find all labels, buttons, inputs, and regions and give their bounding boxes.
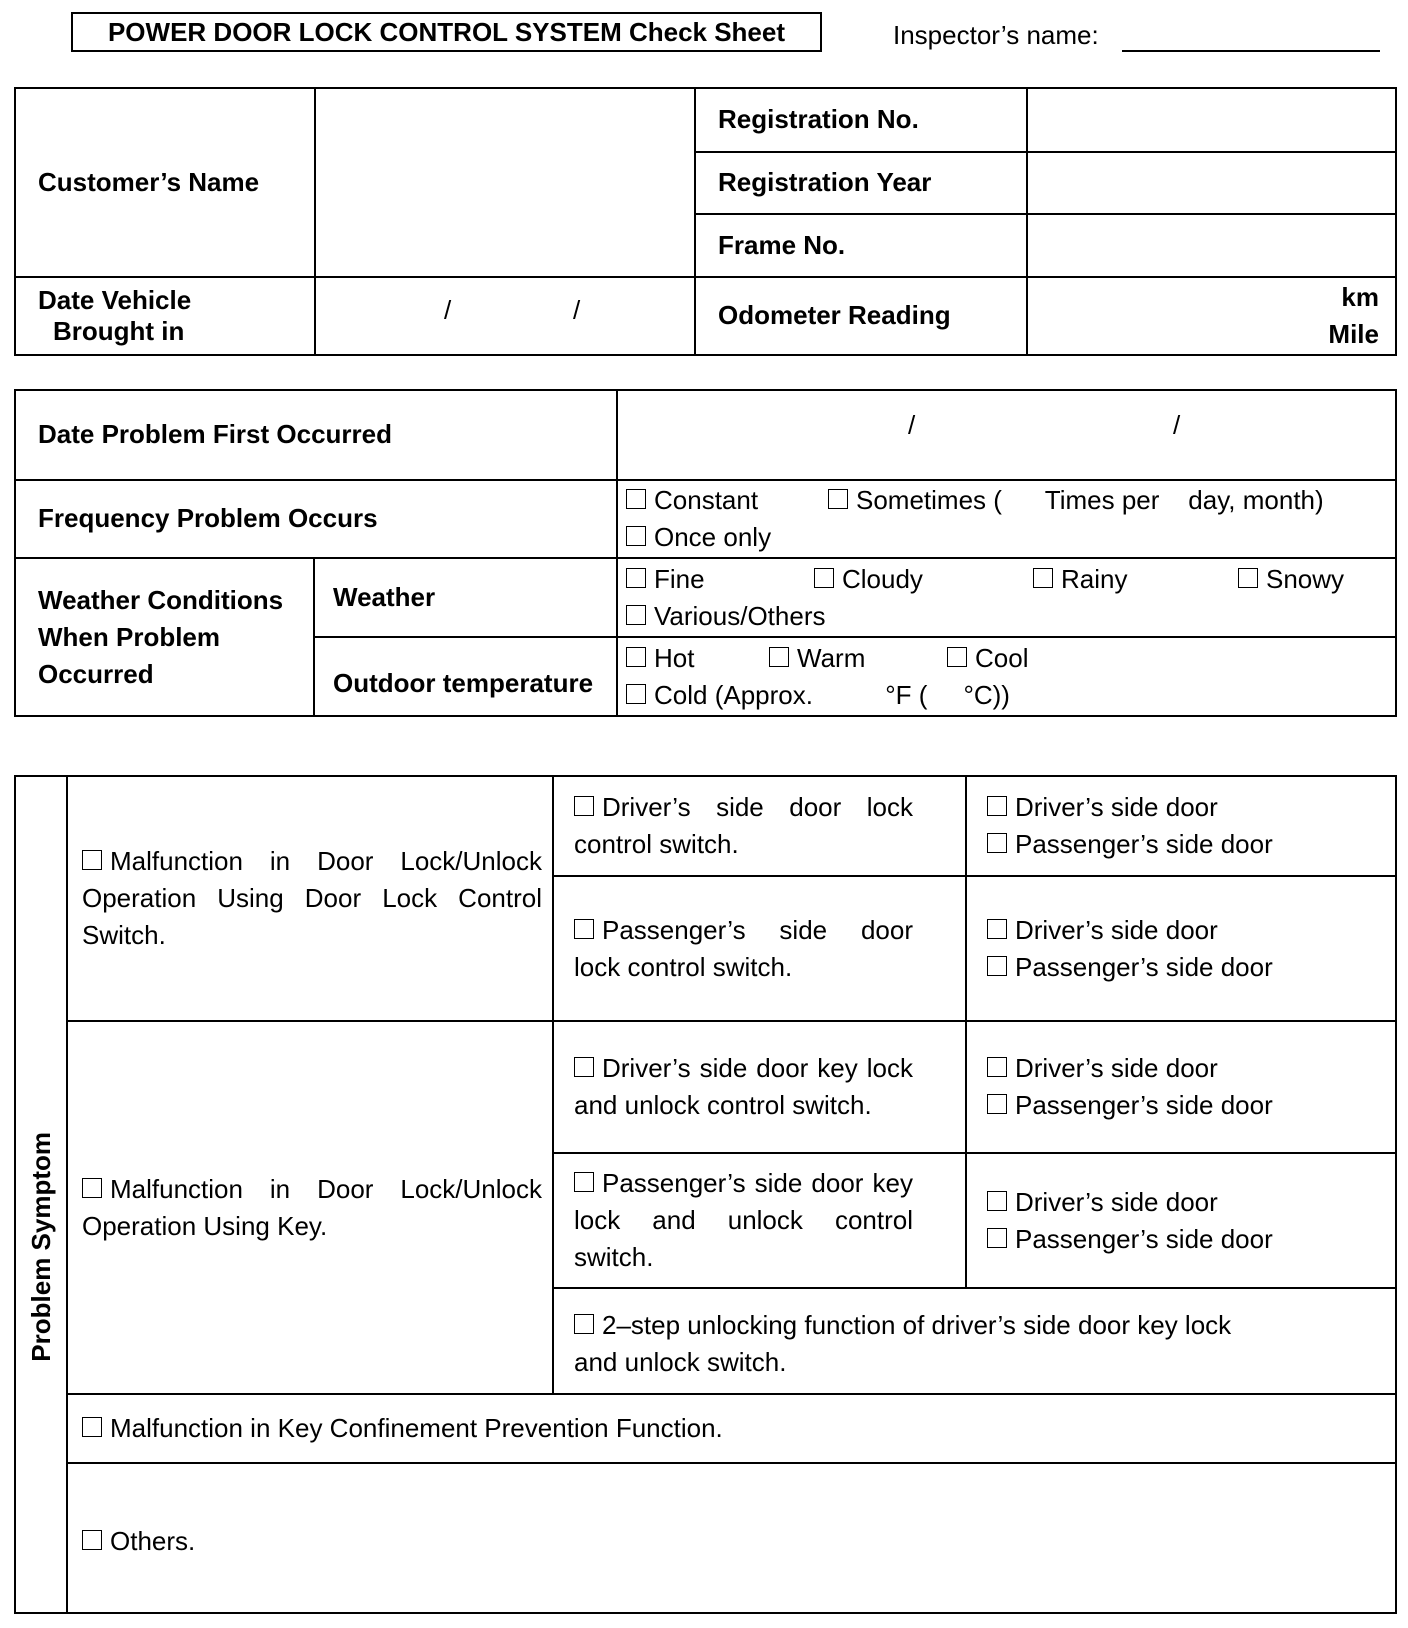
weather-options xyxy=(617,558,1396,637)
switch-malfunction-cell xyxy=(67,776,553,1021)
weather-fine-option[interactable] xyxy=(626,561,814,598)
checkbox[interactable] xyxy=(626,489,646,509)
two-step-unlock-label-line1: 2–step unlocking function of driver’s side door key lock xyxy=(602,1310,1232,1340)
registration-year-field[interactable] xyxy=(1027,152,1396,214)
weather-label: Weather xyxy=(314,558,617,637)
driver-lock-switch-cell xyxy=(553,776,966,876)
driver-door-option[interactable] xyxy=(987,1184,1385,1221)
checkbox[interactable] xyxy=(82,1417,102,1437)
passenger-lock-switch-label: Passenger’s side door lock control switch. xyxy=(574,914,913,982)
odometer-field[interactable] xyxy=(1027,277,1396,355)
option-label: Driver’s side door xyxy=(1015,792,1218,822)
weather-conditions-label-line2: When Problem xyxy=(38,621,221,652)
inspector-name-line[interactable] xyxy=(1122,50,1380,52)
checkbox[interactable] xyxy=(626,684,646,704)
weather-rainy-option[interactable] xyxy=(1033,561,1238,598)
driver-lock-switch-label: Driver’s side door lock control switch. xyxy=(574,792,913,859)
frequency-options xyxy=(617,480,1396,558)
date-separator: / xyxy=(444,295,452,325)
sheet-title: POWER DOOR LOCK CONTROL SYSTEM Check Sheet xyxy=(71,12,822,52)
option-label: Hot xyxy=(654,642,695,673)
checkbox[interactable] xyxy=(769,647,789,667)
frequency-once-option[interactable] xyxy=(626,519,771,556)
key-malfunction-label: Malfunction in Door Lock/Unlock Operation Using Key. xyxy=(82,1173,542,1241)
problem-symptom-label-cell xyxy=(15,776,67,1613)
date-brought-label-line1: Date Vehicle xyxy=(38,284,192,315)
switch-malfunction-label: Malfunction in Door Lock/Unlock Operation Using Door Lock Control Switch. xyxy=(82,846,542,950)
checkbox[interactable] xyxy=(987,1094,1007,1114)
frame-no-label: Frame No. xyxy=(695,214,1027,277)
temp-cool-option[interactable] xyxy=(947,640,1028,677)
checkbox[interactable] xyxy=(814,568,834,588)
outdoor-temperature-label: Outdoor temperature xyxy=(314,637,617,716)
driver-door-option[interactable] xyxy=(987,789,1385,826)
passenger-door-option[interactable] xyxy=(987,826,1385,863)
date-brought-label xyxy=(15,277,315,355)
checkbox[interactable] xyxy=(574,919,594,939)
weather-cloudy-option[interactable] xyxy=(814,561,1033,598)
frame-no-field[interactable] xyxy=(1027,214,1396,277)
vehicle-info-table xyxy=(14,87,1397,356)
date-separator: / xyxy=(1173,410,1181,440)
checkbox[interactable] xyxy=(626,605,646,625)
temp-warm-option[interactable] xyxy=(769,640,947,677)
checkbox[interactable] xyxy=(626,647,646,667)
problem-symptom-table xyxy=(14,775,1397,1614)
conditions-table xyxy=(14,389,1397,717)
checkbox[interactable] xyxy=(947,647,967,667)
option-label: Cloudy xyxy=(842,563,923,594)
driver-key-switch-cell xyxy=(553,1021,966,1153)
frequency-sometimes-option[interactable] xyxy=(828,482,1324,519)
door-options xyxy=(966,1153,1396,1288)
option-label: Various/Others xyxy=(654,600,826,631)
option-label: Snowy xyxy=(1266,563,1345,594)
passenger-door-option[interactable] xyxy=(987,1087,1385,1124)
two-step-unlock-cell xyxy=(553,1288,1396,1394)
registration-no-field[interactable] xyxy=(1027,88,1396,152)
temp-hot-option[interactable] xyxy=(626,640,769,677)
passenger-key-switch-cell xyxy=(553,1153,966,1288)
date-brought-field[interactable] xyxy=(315,277,695,355)
unit-mile: Mile xyxy=(1328,319,1379,349)
door-options xyxy=(966,1021,1396,1153)
checkbox[interactable] xyxy=(1238,568,1258,588)
checkbox[interactable] xyxy=(987,956,1007,976)
frequency-constant-option[interactable] xyxy=(626,482,828,519)
key-malfunction-cell xyxy=(67,1021,553,1394)
option-label: Passenger’s side door xyxy=(1015,829,1273,859)
date-separator: / xyxy=(573,295,581,325)
passenger-lock-switch-cell xyxy=(553,876,966,1021)
others-cell xyxy=(67,1463,1396,1613)
option-label: Driver’s side door xyxy=(1015,1053,1218,1083)
weather-snowy-option[interactable] xyxy=(1238,561,1344,598)
date-brought-label-line2: Brought in xyxy=(53,316,185,346)
checkbox[interactable] xyxy=(828,489,848,509)
weather-conditions-label-line3: Occurred xyxy=(38,658,154,689)
checkbox[interactable] xyxy=(987,1057,1007,1077)
checkbox[interactable] xyxy=(987,919,1007,939)
driver-key-switch-label: Driver’s side door key lock and unlock control switch. xyxy=(574,1053,913,1120)
checkbox[interactable] xyxy=(987,796,1007,816)
checkbox[interactable] xyxy=(574,796,594,816)
unit-km: km xyxy=(1341,282,1379,312)
others-label: Others. xyxy=(110,1525,196,1556)
door-options xyxy=(966,876,1396,1021)
key-confinement-label: Malfunction in Key Confinement Prevention Function. xyxy=(110,1413,723,1443)
checkbox[interactable] xyxy=(82,1530,102,1550)
option-label: Passenger’s side door xyxy=(1015,1223,1273,1254)
driver-door-option[interactable] xyxy=(987,912,1385,949)
frequency-label: Frequency Problem Occurs xyxy=(15,480,617,558)
checkbox[interactable] xyxy=(987,1191,1007,1211)
checkbox[interactable] xyxy=(82,1178,102,1198)
customer-name-label: Customer’s Name xyxy=(15,88,315,277)
passenger-key-switch-label: Passenger’s side door key lock and unlock control switch. xyxy=(574,1168,913,1272)
checkbox[interactable] xyxy=(82,850,102,870)
weather-conditions-label xyxy=(15,558,314,716)
date-first-occurred-field[interactable] xyxy=(617,390,1396,480)
checkbox[interactable] xyxy=(626,568,646,588)
option-label: Fine xyxy=(654,563,705,594)
passenger-door-option[interactable] xyxy=(987,1221,1385,1258)
customer-name-field[interactable] xyxy=(315,88,695,277)
option-label: Driver’s side door xyxy=(1015,914,1218,945)
option-label: Warm xyxy=(797,642,866,673)
driver-door-option[interactable] xyxy=(987,1050,1385,1087)
option-label: Cool xyxy=(975,642,1029,673)
option-label: Sometimes ( Times per day, month) xyxy=(856,485,1324,515)
checkbox[interactable] xyxy=(626,526,646,546)
option-label: Cold (Approx. °F ( °C)) xyxy=(654,679,1010,710)
checkbox[interactable] xyxy=(574,1172,594,1192)
registration-no-label: Registration No. xyxy=(695,88,1027,152)
option-label: Driver’s side door xyxy=(1015,1186,1218,1217)
weather-various-option[interactable] xyxy=(626,598,825,635)
door-options xyxy=(966,776,1396,876)
inspector-name-label: Inspector’s name: xyxy=(893,20,1099,50)
option-label: Passenger’s side door xyxy=(1015,1090,1273,1120)
registration-year-label: Registration Year xyxy=(695,152,1027,214)
temp-cold-option[interactable] xyxy=(626,677,1010,714)
checkbox[interactable] xyxy=(574,1057,594,1077)
checkbox[interactable] xyxy=(574,1314,594,1334)
checkbox[interactable] xyxy=(987,833,1007,853)
weather-conditions-label-line1: Weather Conditions xyxy=(38,584,284,615)
two-step-unlock-label-line2: and unlock switch. xyxy=(574,1347,787,1377)
option-label: Constant xyxy=(654,485,759,515)
temperature-options xyxy=(617,637,1396,716)
option-label: Rainy xyxy=(1061,563,1128,594)
problem-symptom-label: Problem Symptom xyxy=(25,1132,56,1362)
option-label: Passenger’s side door xyxy=(1015,951,1273,982)
date-first-occurred-label: Date Problem First Occurred xyxy=(15,390,617,480)
odometer-label: Odometer Reading xyxy=(695,277,1027,355)
checkbox[interactable] xyxy=(1033,568,1053,588)
passenger-door-option[interactable] xyxy=(987,949,1385,986)
date-separator: / xyxy=(908,410,916,440)
checkbox[interactable] xyxy=(987,1228,1007,1248)
option-label: Once only xyxy=(654,522,772,552)
key-confinement-cell xyxy=(67,1394,1396,1463)
